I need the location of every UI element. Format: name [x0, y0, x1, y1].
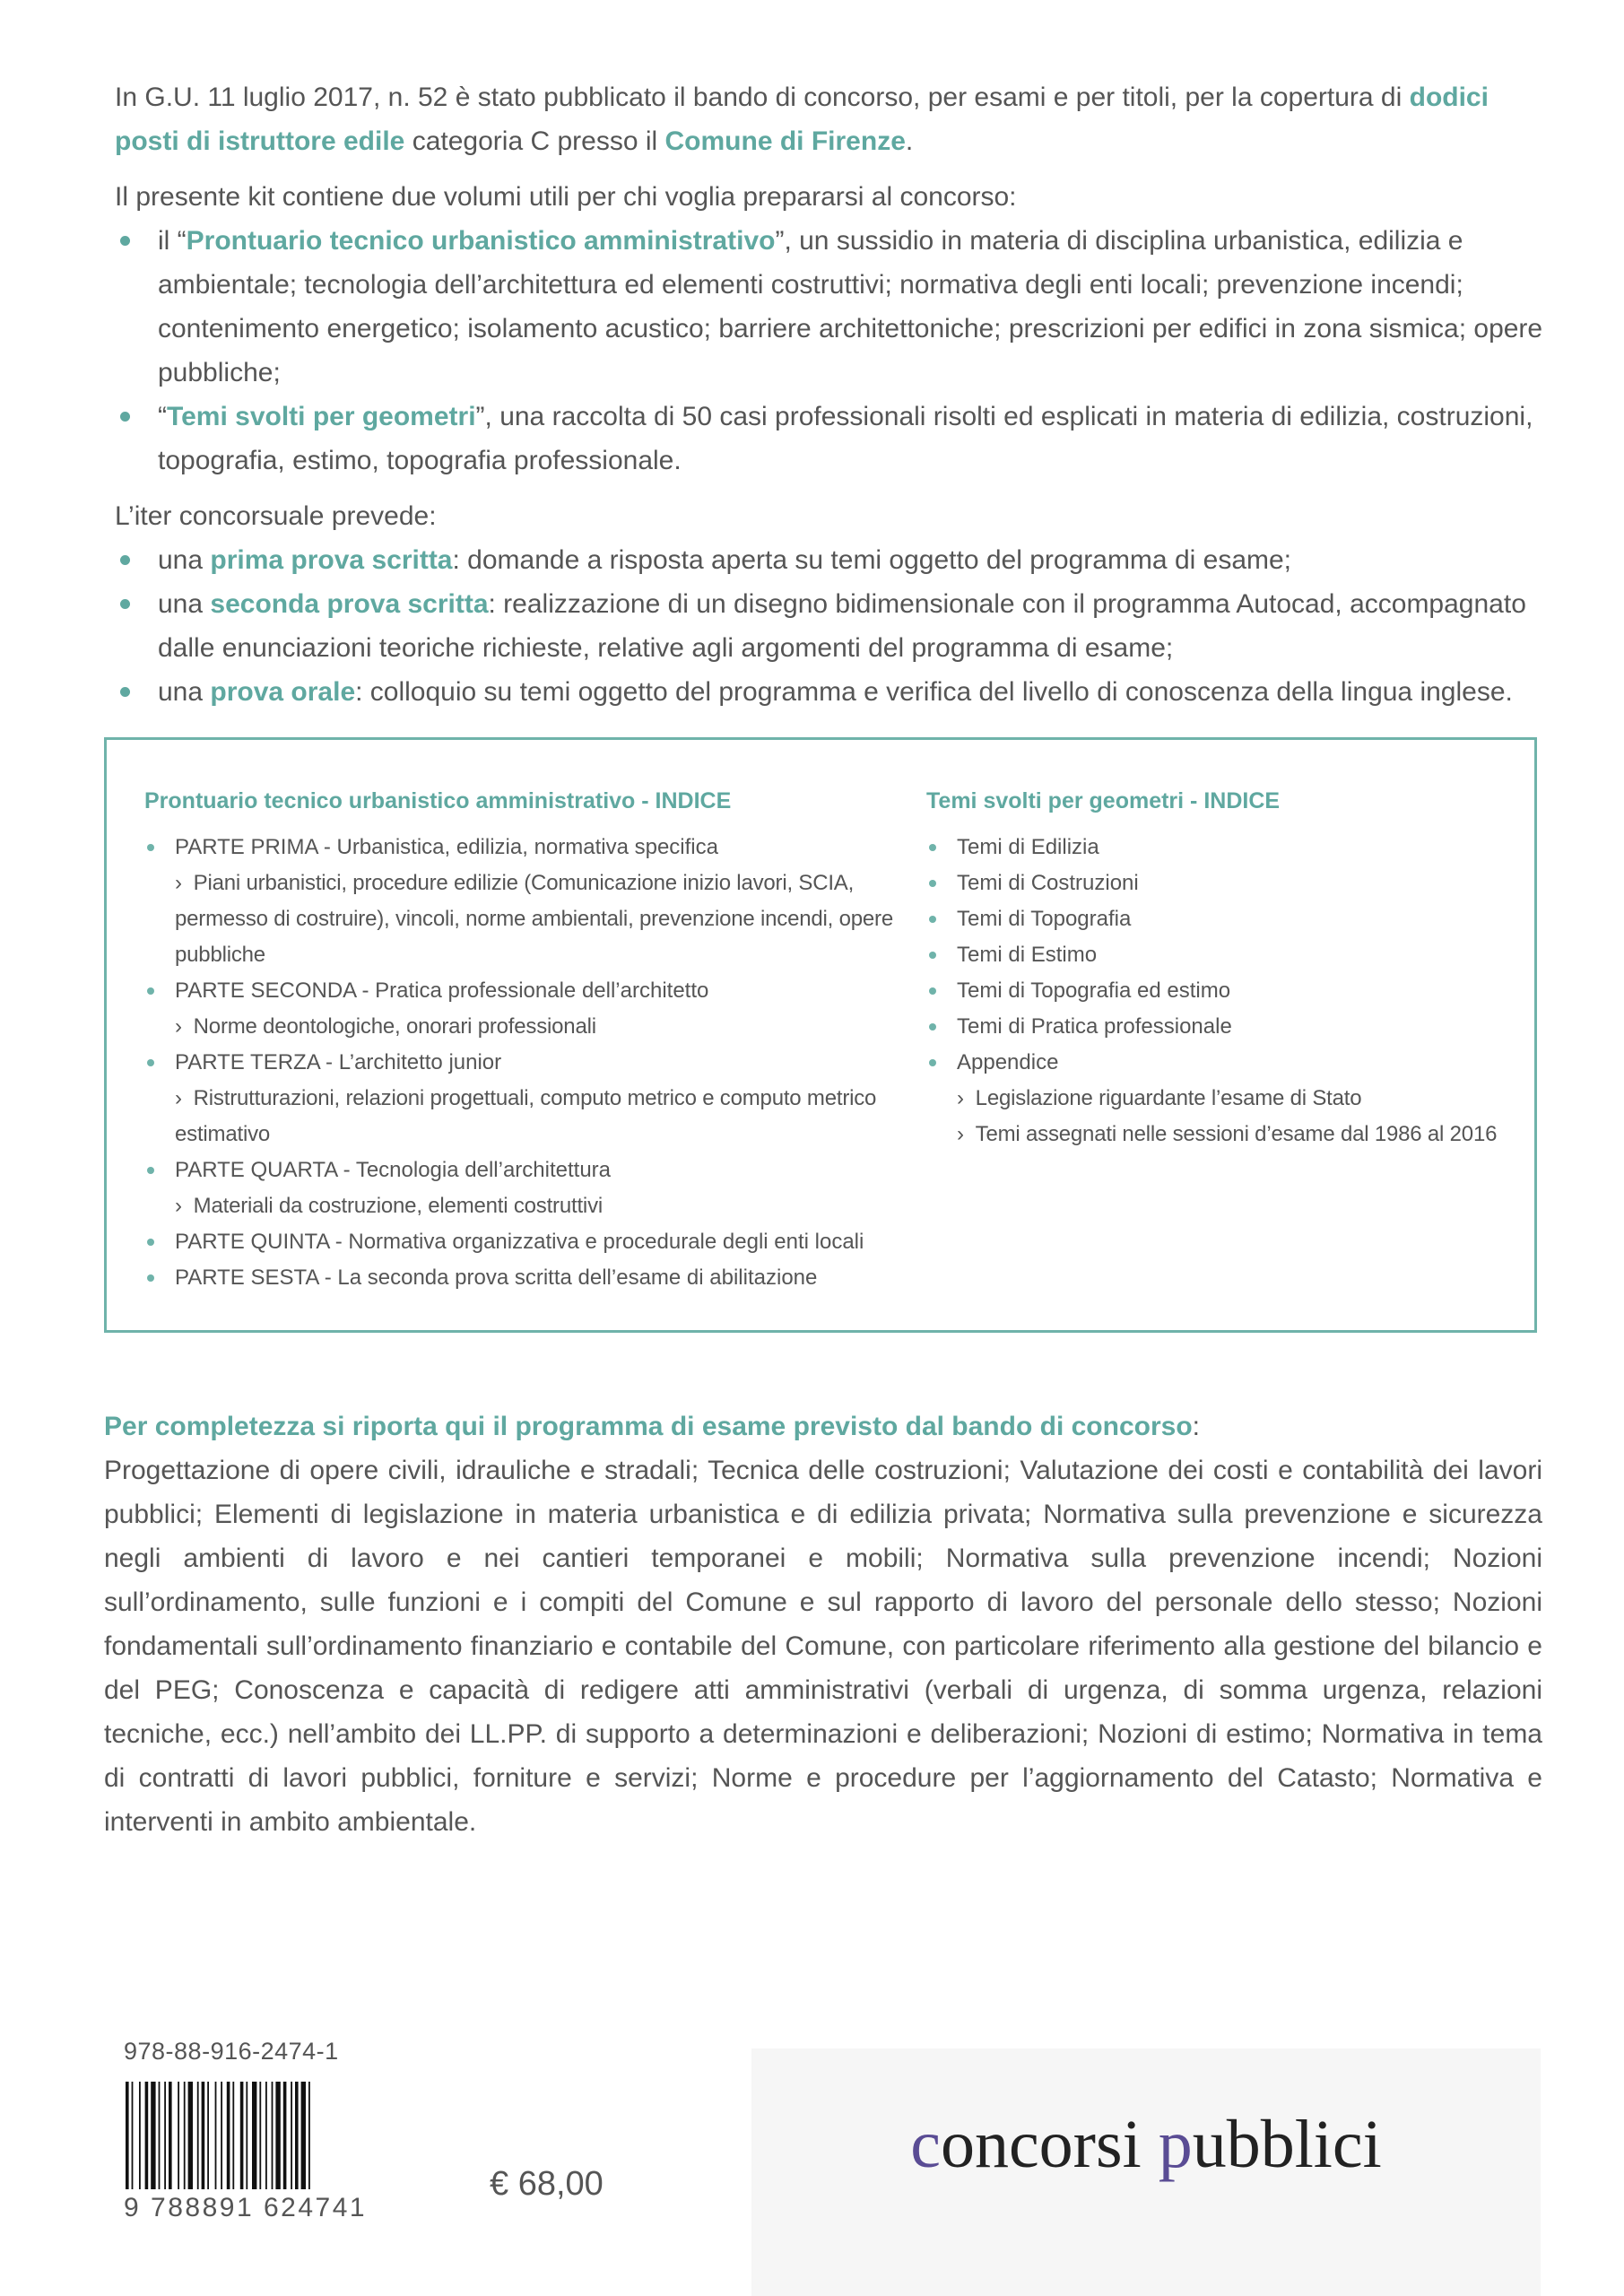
- indice-title: Temi svolti per geometri - INDICE: [926, 788, 1281, 813]
- indice-subitem: › Ristrutturazioni, relazioni progettuali, computo metrico e computo metrico estimativo: [175, 1086, 877, 1146]
- barcode-digits: 9 788891 624741: [124, 2193, 368, 2222]
- programma-body: Progettazione di opere civili, idrauliche e stradali; Tecnica delle costruzioni; Valutazione dei costi e contabilità dei lavori pubblici; Elementi di legislazione in materia urbanistica e di edilizia privata; Normativa sulla prevenzione e sicurezza negli ambienti di lavoro e nei cantieri temporanei e mobili; Normativa sulla prevenzione incendi; Nozioni sull’ordinamento, sulle funzioni e i compiti del Comune e sul rapporto di lavoro del personale dello stesso; Nozioni fondamentali sull’ordinamento finanziario e contabile del Comune, con particolare riferimento alla gestione del bilancio e del PEG; Conoscenza e capacità di redigere atti amministrativi (verbali di urgenza, di somma urgenza, relazioni tecniche, ecc.) nell’ambito dei LL.PP. di supporto a determinazioni e deliberazioni; Nozioni di estimo; Normativa in tema di contratti di lavori pubblici, forniture e servizi; Norme e procedure per l’aggiornamento del Catasto; Normativa e interventi in ambito ambientale.: [104, 1456, 1542, 1837]
- indice-item: Appendice › Legislazione riguardante l’esame di Stato › Temi assegnati nelle sessioni d’esame dal 1986 al 2016: [926, 1045, 1500, 1152]
- indice-title: Prontuario tecnico urbanistico amministrativo - INDICE: [144, 788, 732, 813]
- kit-list: [115, 219, 1550, 483]
- kit-intro: Il presente kit contiene due volumi utili per chi voglia prepararsi al concorso:: [115, 182, 1017, 212]
- indice-list: [144, 830, 934, 1296]
- isbn-block: [124, 2038, 375, 2223]
- indice-subitem: › Materiali da costruzione, elementi costruttivi: [175, 1194, 603, 1218]
- intro-section: [115, 75, 1550, 714]
- kit-title: Temi svolti per geometri: [167, 402, 476, 431]
- iter-intro: L’iter concorsuale prevede:: [115, 501, 437, 531]
- indice-prontuario: [144, 783, 934, 1296]
- indice-item: PARTE SESTA - La seconda prova scritta dell’esame di abilitazione: [144, 1260, 934, 1296]
- posts-highlight: dodici posti di istruttore edile: [115, 83, 1489, 156]
- kit-item: il “Prontuario tecnico urbanistico amministrativo”, un sussidio in materia di disciplina urbanistica, edilizia e ambientale; tecnologia dell’architettura ed elementi costruttivi; normativa degli enti locali; prevenzione incendi; contenimento energetico; isolamento acustico; barriere architettoniche; prescrizioni per edifici in zona sismica; opere pubbliche;: [115, 219, 1550, 395]
- indice-item: Temi di Costruzioni: [926, 865, 1500, 901]
- indice-box: [104, 737, 1537, 1333]
- kit-item: “Temi svolti per geometri”, una raccolta di 50 casi professionali risolti ed esplicati in materia di edilizia, costruzioni, topografia, estimo, topografia professionale.: [115, 395, 1550, 483]
- indice-item: PARTE QUINTA - Normativa organizzativa e procedurale degli enti locali: [144, 1224, 934, 1260]
- programma-section: [104, 1405, 1542, 1844]
- price: € 68,00: [490, 2165, 604, 2203]
- indice-subitem: › Norme deontologiche, onorari professionali: [175, 1014, 596, 1039]
- barcode: [124, 2082, 375, 2189]
- indice-subitem: › Legislazione riguardante l’esame di Stato: [957, 1086, 1362, 1110]
- indice-temi: [926, 783, 1500, 1152]
- iter-item: una prima prova scritta: domande a risposta aperta su temi oggetto del programma di esame;: [115, 538, 1550, 582]
- indice-item: PARTE QUARTA - Tecnologia dell’architettura › Materiali da costruzione, elementi costruttivi: [144, 1152, 934, 1224]
- indice-item: Temi di Topografia: [926, 901, 1500, 937]
- indice-item: Temi di Edilizia: [926, 830, 1500, 865]
- brand-logo: concorsi pubblici: [910, 2107, 1382, 2182]
- intro-text: categoria C presso il: [404, 126, 665, 156]
- comune-highlight: Comune di Firenze: [664, 126, 906, 156]
- iter-item: una seconda prova scritta: realizzazione di un disegno bidimensionale con il programma Autocad, accompagnato dalle enunciazioni teoriche richieste, relative agli argomenti del programma di esame;: [115, 582, 1550, 670]
- iter-list: [115, 538, 1550, 714]
- intro-text: .: [905, 126, 914, 156]
- programma-heading: Per completezza si riporta qui il programma di esame previsto dal bando di concorso:: [104, 1412, 1200, 1441]
- intro-paragraph: [115, 75, 1550, 163]
- kit-title: Prontuario tecnico urbanistico amministrativo: [186, 226, 776, 256]
- indice-item: Temi di Topografia ed estimo: [926, 973, 1500, 1009]
- intro-text: In G.U. 11 luglio 2017, n. 52 è stato pubblicato il bando di concorso, per esami e per titoli, per la copertura di: [115, 83, 1410, 112]
- indice-item: PARTE SECONDA - Pratica professionale dell’architetto › Norme deontologiche, onorari professionali: [144, 973, 934, 1045]
- isbn-text: 978-88-916-2474-1: [124, 2038, 339, 2065]
- indice-item: Temi di Pratica professionale: [926, 1009, 1500, 1045]
- indice-subitem: › Temi assegnati nelle sessioni d’esame dal 1986 al 2016: [957, 1122, 1498, 1146]
- prova-title: prova orale: [210, 677, 356, 707]
- indice-item: PARTE PRIMA - Urbanistica, edilizia, normativa specifica › Piani urbanistici, procedure edilizie (Comunicazione inizio lavori, SCIA, permesso di costruire), vincoli, norme ambientali, prevenzione incendi, opere pubbliche: [144, 830, 934, 973]
- indice-item: PARTE TERZA - L’architetto junior › Ristrutturazioni, relazioni progettuali, computo metrico e computo metrico estimativo: [144, 1045, 934, 1152]
- indice-list: [926, 830, 1500, 1152]
- prova-title: seconda prova scritta: [210, 589, 489, 619]
- indice-subitem: › Piani urbanistici, procedure edilizie (Comunicazione inizio lavori, SCIA, permesso di costruire), vincoli, norme ambientali, prevenzione incendi, opere pubbliche: [175, 871, 893, 967]
- prova-title: prima prova scritta: [210, 545, 453, 575]
- iter-item: una prova orale: colloquio su temi oggetto del programma e verifica del livello di conoscenza della lingua inglese.: [115, 670, 1550, 714]
- indice-item: Temi di Estimo: [926, 937, 1500, 973]
- brand-panel: [751, 2048, 1541, 2296]
